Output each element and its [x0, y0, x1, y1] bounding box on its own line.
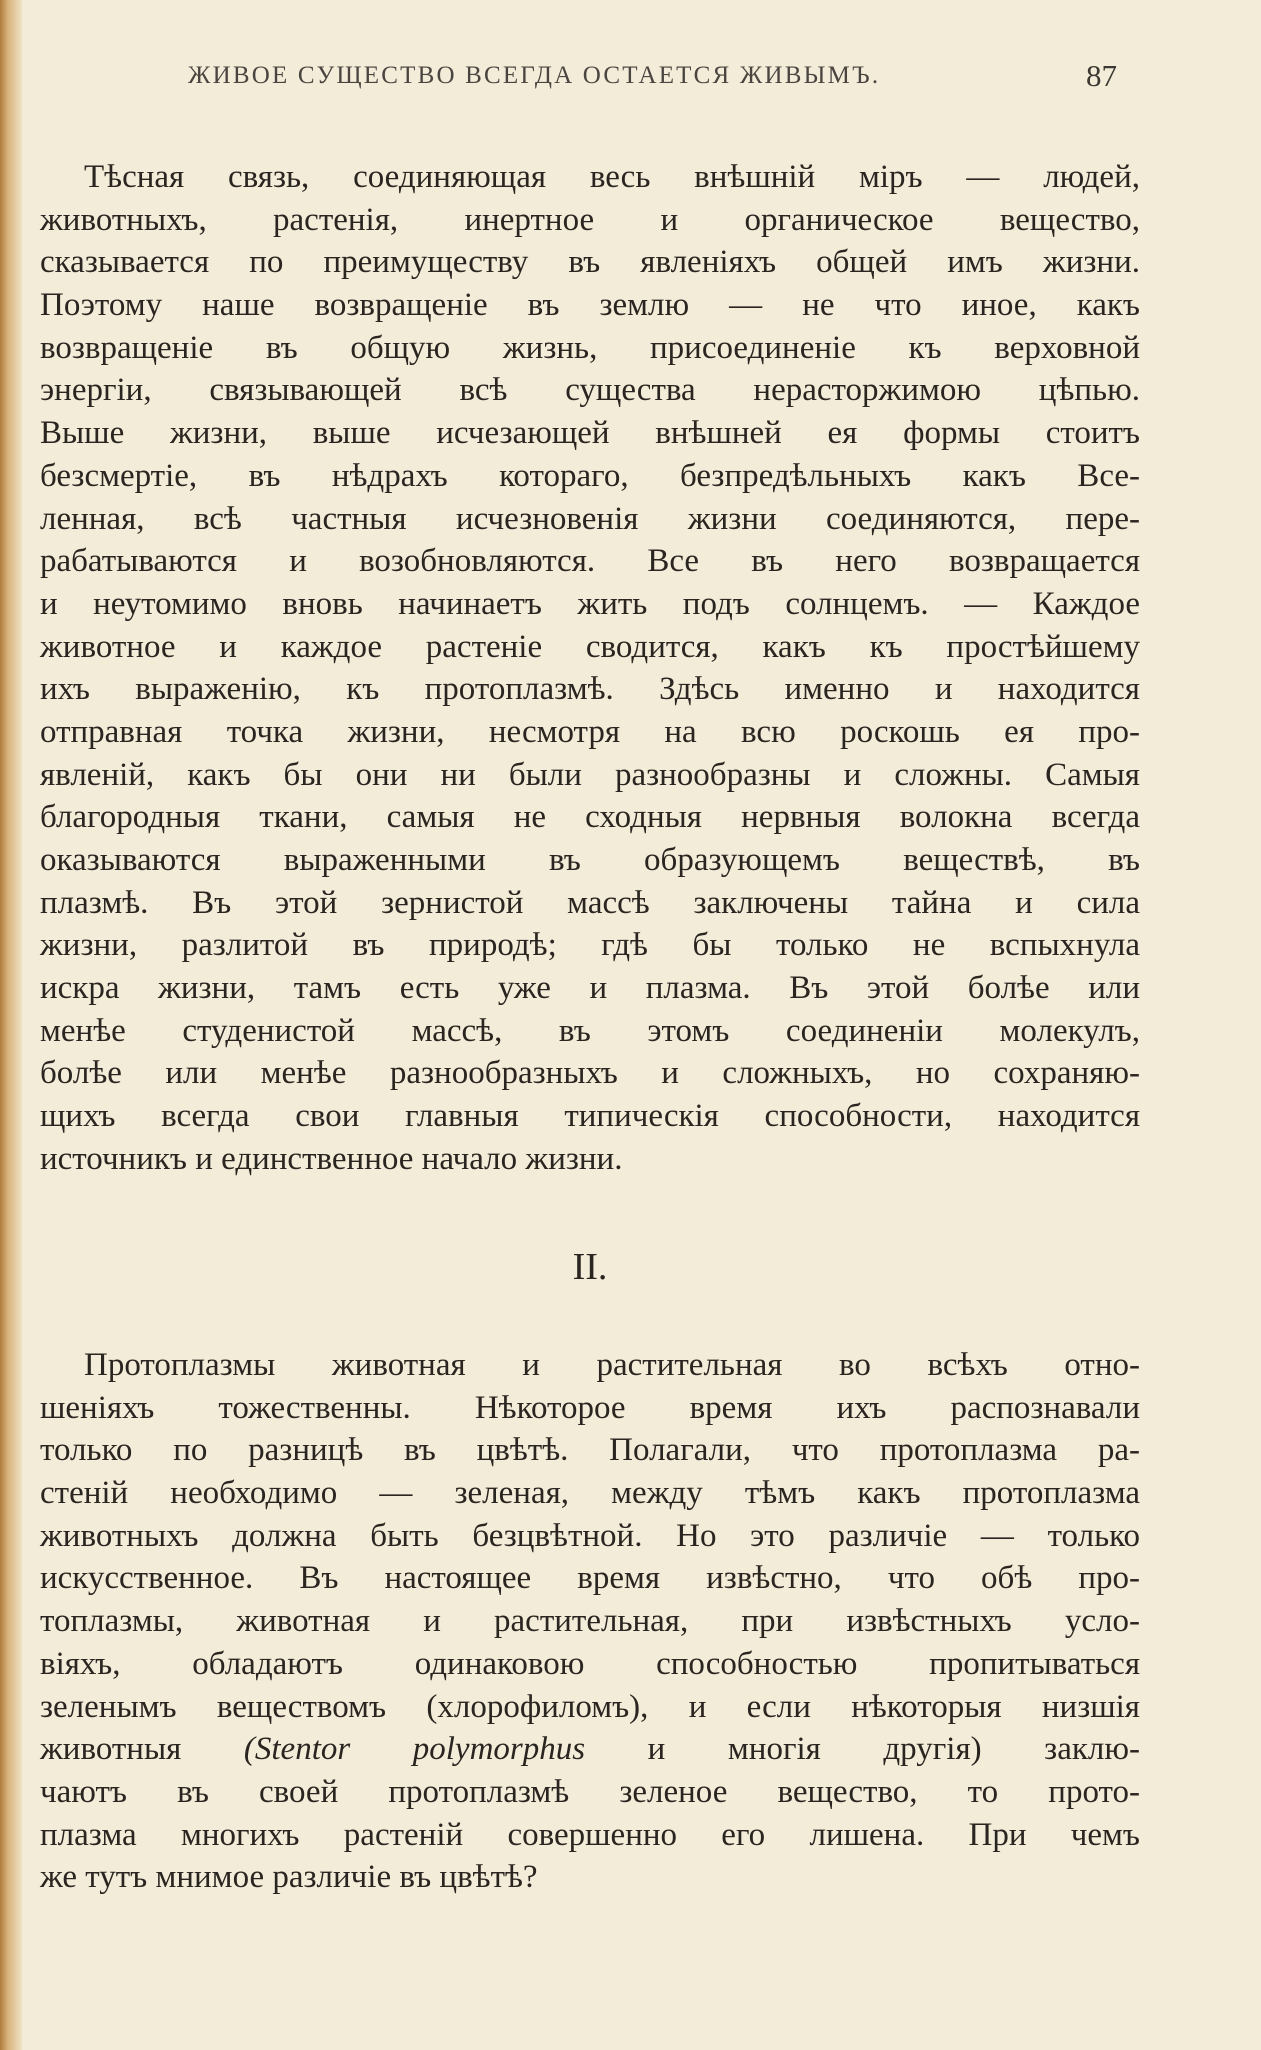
text-segment: и многія другія) заклю-	[585, 1731, 1140, 1768]
text-line: безсмертіе, въ нѣдрахъ котораго, безпредѣльныхъ какъ Все-	[40, 457, 1140, 494]
text-line-with-latin	[40, 1728, 1140, 1771]
text-line: менѣе студенистой массѣ, въ этомъ соединеніи молекулъ,	[40, 1012, 1140, 1049]
text-line: чаютъ въ своей протоплазмѣ зеленое вещество, то прото-	[40, 1773, 1140, 1810]
text-line: ленная, всѣ частныя исчезновенія жизни соединяются, пере-	[40, 500, 1140, 537]
text-line: топлазмы, животная и растительная, при извѣстныхъ усло-	[40, 1603, 1140, 1640]
text-line: жизни, разлитой въ природѣ; гдѣ бы только не вспыхнула	[40, 927, 1140, 964]
text-line: Протоплазмы животная и растительная во всѣхъ отно-	[84, 1347, 1140, 1383]
text-line: болѣе или менѣе разнообразныхъ и сложныхъ, но сохраняю-	[40, 1055, 1140, 1092]
section-heading: II.	[572, 1246, 608, 1288]
paragraph-1	[40, 156, 1140, 1181]
latin-species-name: (Stentor polymorphus	[243, 1731, 586, 1768]
text-line: Тѣсная связь, соединяющая весь внѣшній міръ — людей,	[84, 159, 1140, 195]
text-line: возвращеніе въ общую жизнь, присоединеніе къ верховной	[40, 329, 1140, 366]
text-line: Выше жизни, выше исчезающей внѣшней ея формы стоитъ	[40, 415, 1140, 452]
text-line: зеленымъ веществомъ (хлорофиломъ), и если нѣкоторыя низшія	[40, 1688, 1140, 1725]
text-line: ихъ выраженію, къ протоплазмѣ. Здѣсь именно и находится	[40, 671, 1140, 708]
text-line: энергіи, связывающей всѣ существа нерасторжимою цѣпью.	[40, 372, 1140, 409]
text-line: плазмѣ. Въ этой зернистой массѣ заключены тайна и сила	[40, 884, 1140, 921]
text-line: віяхъ, обладаютъ одинаковою способностью пропитываться	[40, 1645, 1140, 1682]
running-header	[40, 58, 1140, 98]
page-number: 87	[1086, 58, 1117, 93]
text-line: искра жизни, тамъ есть уже и плазма. Въ этой болѣе или	[40, 970, 1140, 1007]
text-line: Поэтому наше возвращеніе въ землю — не что иное, какъ	[40, 287, 1140, 324]
text-line: щихъ всегда свои главныя типическія способности, находится	[40, 1098, 1140, 1135]
text-line: стеній необходимо — зеленая, между тѣмъ какъ протоплазма	[40, 1475, 1140, 1512]
text-line: плазма многихъ растеній совершенно его лишена. При чемъ	[40, 1816, 1140, 1853]
text-line: животныхъ, растенія, инертное и органическое вещество,	[40, 201, 1140, 238]
text-line: благородныя ткани, самыя не сходныя нервныя волокна всегда	[40, 799, 1140, 836]
text-line: источникъ и единственное начало жизни.	[40, 1140, 623, 1177]
text-line: и неутомимо вновь начинаетъ жить подъ солнцемъ. — Каждое	[40, 585, 1140, 622]
text-line: оказываются выраженными въ образующемъ веществѣ, въ	[40, 842, 1140, 878]
text-line: отправная точка жизни, несмотря на всю роскошь ея про-	[40, 713, 1140, 750]
text-line: же тутъ мнимое различіе въ цвѣтѣ?	[40, 1859, 538, 1896]
text-line: явленій, какъ бы они ни были разнообразны и сложны. Самыя	[40, 756, 1140, 793]
running-title: ЖИВОЕ СУЩЕСТВО ВСЕГДА ОСТАЕТСЯ ЖИВЫМЪ.	[188, 62, 881, 89]
text-line: искусственное. Въ настоящее время извѣстно, что обѣ про-	[40, 1560, 1140, 1597]
text-line: сказывается по преимуществу въ явленіяхъ общей имъ жизни.	[40, 244, 1140, 281]
text-line: животныхъ должна быть безцвѣтной. Но это различіе — только	[40, 1517, 1140, 1554]
book-spine-edge	[0, 0, 22, 2050]
text-line: рабатываются и возобновляются. Все въ него возвращается	[40, 543, 1140, 580]
text-line: только по разницѣ въ цвѣтѣ. Полагали, что протоплазма ра-	[40, 1432, 1140, 1469]
text-segment: животныя	[40, 1731, 244, 1768]
text-line: шеніяхъ тожественны. Нѣкоторое время ихъ распознавали	[40, 1389, 1140, 1426]
text-line: животное и каждое растеніе сводится, какъ къ простѣйшему	[40, 628, 1140, 665]
paragraph-2	[40, 1344, 1140, 1899]
